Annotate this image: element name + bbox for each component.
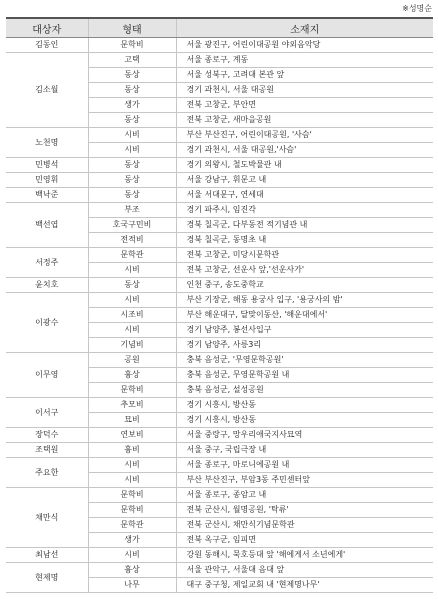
table-row [6, 128, 433, 143]
type-cell: 부조 [88, 203, 176, 218]
location-cell: 전북 고창군, 선운사 앞,'선운사가' [176, 263, 433, 278]
location-cell: 경기 과천시, 서울 대공원 [176, 83, 433, 98]
type-cell: 동상 [88, 83, 176, 98]
location-cell: 서울 종로구, 마로니에공원 내 [176, 458, 433, 473]
person-name-cell: 채만식 [6, 488, 88, 548]
type-cell: 공원 [88, 353, 176, 368]
person-name-cell: 조택원 [6, 443, 88, 458]
location-cell: 전북 고창군, 새마을공원 [176, 113, 433, 128]
location-cell: 전북 옥구군, 임피면 [176, 533, 433, 548]
person-name-cell: 최남선 [6, 548, 88, 563]
location-cell: 서울 광진구, 어린이대공원 야외음악당 [176, 38, 433, 53]
type-cell: 나무 [88, 578, 176, 593]
location-cell: 충북 음성군, '무영문학공원' [176, 353, 433, 368]
person-name-cell: 민병석 [6, 158, 88, 173]
location-cell: 경기 남양주, 사릉3리 [176, 338, 433, 353]
table-row [6, 173, 433, 188]
type-cell: 시비 [88, 458, 176, 473]
person-name-cell: 서정주 [6, 248, 88, 278]
type-cell: 시비 [88, 293, 176, 308]
type-cell: 문학관 [88, 518, 176, 533]
table-row [6, 548, 433, 563]
monument-table [6, 17, 433, 593]
type-cell: 묘비 [88, 413, 176, 428]
table-row [6, 248, 433, 263]
location-cell: 부산 부산진구, 어린이대공원, '사슴' [176, 128, 433, 143]
person-name-cell: 장덕수 [6, 428, 88, 443]
type-cell: 동상 [88, 113, 176, 128]
person-name-cell: 김동인 [6, 38, 88, 53]
table-row [6, 38, 433, 53]
location-cell: 경기 남양주, 봉선사입구 [176, 323, 433, 338]
location-cell: 서울 서대문구, 연세대 [176, 188, 433, 203]
type-cell: 동상 [88, 173, 176, 188]
type-cell: 흉상 [88, 563, 176, 578]
table-row [6, 293, 433, 308]
location-cell: 인천 중구, 송도중학교 [176, 278, 433, 293]
table-row [6, 188, 433, 203]
location-cell: 부산 해운대구, 달맞이동산, '해운대에서' [176, 308, 433, 323]
type-cell: 시비 [88, 473, 176, 488]
table-row [6, 428, 433, 443]
table-row [6, 563, 433, 578]
location-cell: 전북 군산시, 채만식기념문학관 [176, 518, 433, 533]
location-cell: 경북 칠곡군, 동명초 내 [176, 233, 433, 248]
person-name-cell: 현제명 [6, 563, 88, 593]
location-cell: 서울 성북구, 고려대 본관 앞 [176, 68, 433, 83]
person-name-cell: 백선엽 [6, 203, 88, 248]
type-cell: 흉상 [88, 368, 176, 383]
location-cell: 전북 고창군, 부안면 [176, 98, 433, 113]
type-cell: 호국구민비 [88, 218, 176, 233]
location-cell: 서울 종로구, 계동 [176, 53, 433, 68]
type-cell: 추모비 [88, 398, 176, 413]
table-row [6, 458, 433, 473]
type-cell: 시비 [88, 263, 176, 278]
type-cell: 문학관 [88, 248, 176, 263]
person-name-cell: 주요한 [6, 458, 88, 488]
type-cell: 시비 [88, 128, 176, 143]
table-header [6, 18, 433, 38]
location-cell: 경기 파주시, 임진각 [176, 203, 433, 218]
type-cell: 문학비 [88, 488, 176, 503]
table-row [6, 158, 433, 173]
location-cell: 경북 칠곡군, 다부동전 적기념관 내 [176, 218, 433, 233]
header-person: 대상자 [6, 18, 88, 38]
type-cell: 동상 [88, 68, 176, 83]
person-name-cell: 이광수 [6, 293, 88, 353]
location-cell: 서울 중랑구, 망우리애국지사묘역 [176, 428, 433, 443]
sort-note: ※성명순 [402, 4, 432, 13]
table-row [6, 53, 433, 68]
type-cell: 기념비 [88, 338, 176, 353]
type-cell: 흉비 [88, 443, 176, 458]
type-cell: 시조비 [88, 308, 176, 323]
location-cell: 경기 시흥시, 방산동 [176, 398, 433, 413]
location-cell: 서울 종로구, 종암고 내 [176, 488, 433, 503]
person-name-cell: 노천명 [6, 128, 88, 158]
location-cell: 전북 고창군, 미당시문학관 [176, 248, 433, 263]
person-name-cell: 이서구 [6, 398, 88, 428]
location-cell: 강원 동해시, 묵호등대 앞 '해에게서 소년에게' [176, 548, 433, 563]
person-name-cell: 백낙준 [6, 188, 88, 203]
location-cell: 서울 강남구, 휘문고 내 [176, 173, 433, 188]
header-type: 형태 [88, 18, 176, 38]
table-row [6, 443, 433, 458]
table-row [6, 278, 433, 293]
type-cell: 생가 [88, 533, 176, 548]
header-row [6, 18, 433, 38]
person-name-cell: 민영휘 [6, 173, 88, 188]
location-cell: 대구 중구청, 제일교회 내 '현제명나무' [176, 578, 433, 593]
type-cell: 시비 [88, 323, 176, 338]
location-cell: 서울 관악구, 서울대 음대 앞 [176, 563, 433, 578]
person-name-cell: 윤치호 [6, 278, 88, 293]
location-cell: 경기 과천시, 서울 대공원,'사슴' [176, 143, 433, 158]
table-row [6, 203, 433, 218]
location-cell: 부산 부산진구, 부암3동 주민센터앞 [176, 473, 433, 488]
type-cell: 생가 [88, 98, 176, 113]
type-cell: 전적비 [88, 233, 176, 248]
type-cell: 문학비 [88, 383, 176, 398]
type-cell: 시비 [88, 143, 176, 158]
person-name-cell: 김소월 [6, 53, 88, 128]
location-cell: 서울 중구, 국립극장 내 [176, 443, 433, 458]
type-cell: 문학비 [88, 38, 176, 53]
location-cell: 충북 음성군, 무영문학공원 내 [176, 368, 433, 383]
header-location: 소재지 [176, 18, 433, 38]
table-row [6, 353, 433, 368]
location-cell: 경기 의왕시, 철도박물관 내 [176, 158, 433, 173]
location-cell: 충북 음성군, 설성공원 [176, 383, 433, 398]
table-row [6, 398, 433, 413]
location-cell: 경기 시흥시, 방산동 [176, 413, 433, 428]
type-cell: 문학비 [88, 503, 176, 518]
type-cell: 동상 [88, 158, 176, 173]
type-cell: 연보비 [88, 428, 176, 443]
type-cell: 동상 [88, 188, 176, 203]
location-cell: 부산 기장군, 해동 용궁사 입구, '용궁사의 밤' [176, 293, 433, 308]
type-cell: 시비 [88, 548, 176, 563]
person-name-cell: 이무영 [6, 353, 88, 398]
type-cell: 고택 [88, 53, 176, 68]
type-cell: 동상 [88, 278, 176, 293]
table-row [6, 488, 433, 503]
table-body [6, 38, 433, 593]
location-cell: 전북 군산시, 월명공원, '탁류' [176, 503, 433, 518]
